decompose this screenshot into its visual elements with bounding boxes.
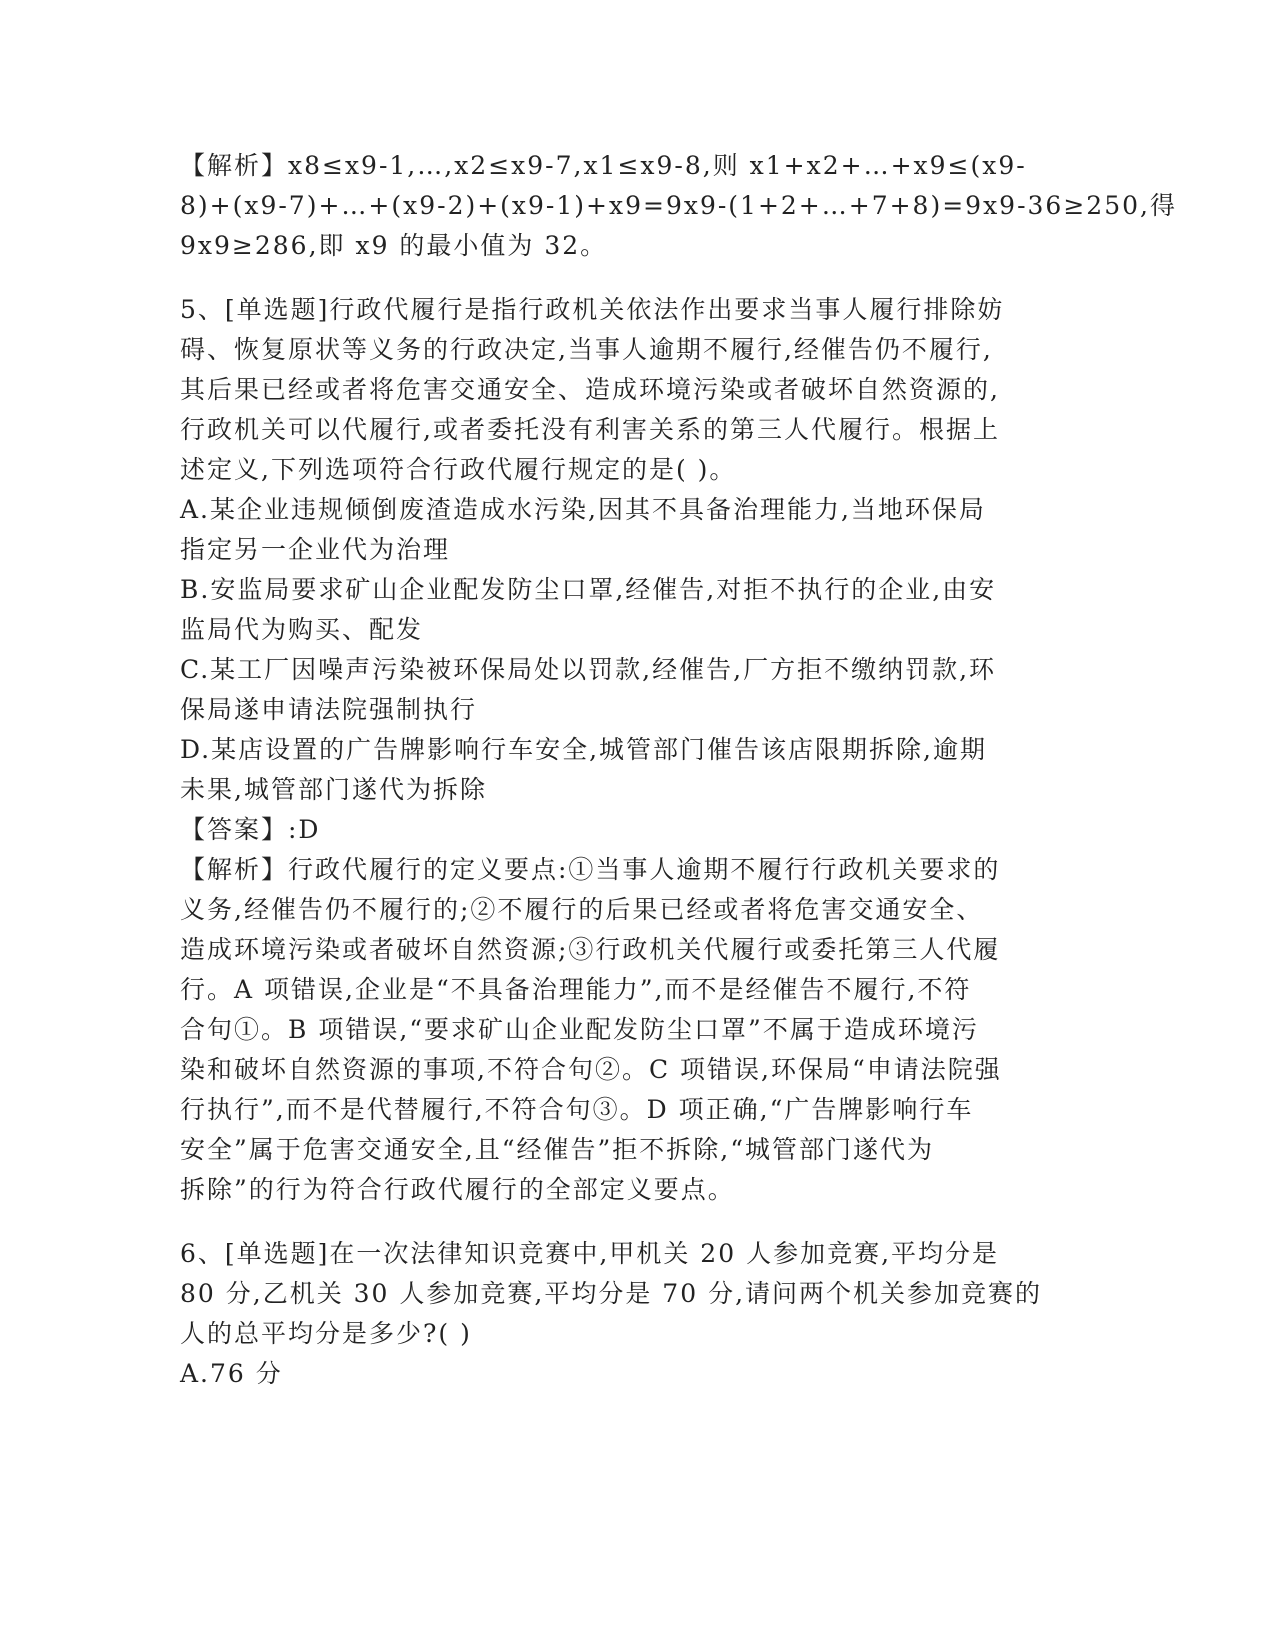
option-d: D.某店设置的广告牌影响行车安全,城管部门催告该店限期拆除,逾期	[180, 735, 987, 764]
option-a: A.76 分	[180, 1359, 283, 1388]
text-line: 碍、恢复原状等义务的行政决定,当事人逾期不履行,经催告仍不履行,	[180, 335, 993, 364]
options	[180, 1354, 1085, 1394]
question-stem	[180, 1234, 1085, 1354]
option-b-cont: 监局代为购买、配发	[180, 615, 424, 644]
text-line: 行。A 项错误,企业是“不具备治理能力”,而不是经催告不履行,不符	[180, 975, 972, 1004]
text-line: 人的总平均分是多少?( )	[180, 1319, 472, 1348]
text-line: 80 分,乙机关 30 人参加竞赛,平均分是 70 分,请问两个机关参加竞赛的	[180, 1279, 1043, 1308]
text-line: 【解析】x8≤x9-1,…,x2≤x9-7,x1≤x9-8,则 x1+x2+…+x9≤(x9-	[180, 151, 1027, 180]
text-line: 【解析】行政代履行的定义要点:①当事人逾期不履行行政机关要求的	[180, 855, 1001, 884]
text-line: 6、[单选题]在一次法律知识竞赛中,甲机关 20 人参加竞赛,平均分是	[180, 1239, 1000, 1268]
text-line: 述定义,下列选项符合行政代履行规定的是( )。	[180, 455, 737, 484]
text-line: 行执行”,而不是代替履行,不符合句③。D 项正确,“广告牌影响行车	[180, 1095, 974, 1124]
option-c-cont: 保局遂申请法院强制执行	[180, 695, 478, 724]
text-line: 拆除”的行为符合行政代履行的全部定义要点。	[180, 1175, 735, 1204]
text-line: 染和破坏自然资源的事项,不符合句②。C 项错误,环保局“申请法院强	[180, 1055, 1002, 1084]
answer: 【答案】:D	[180, 815, 321, 844]
question-stem	[180, 290, 1085, 490]
text-line: 义务,经催告仍不履行的;②不履行的后果已经或者将危害交通安全、	[180, 895, 984, 924]
text-line: 造成环境污染或者破坏自然资源;③行政机关代履行或委托第三人代履	[180, 935, 1001, 964]
text-line: 其后果已经或者将危害交通安全、造成环境污染或者破坏自然资源的,	[180, 375, 1000, 404]
option-b: B.安监局要求矿山企业配发防尘口罩,经催告,对拒不执行的企业,由安	[180, 575, 997, 604]
question-5	[180, 290, 1085, 1210]
text-line: 5、[单选题]行政代履行是指行政机关依法作出要求当事人履行排除妨	[180, 295, 1005, 324]
q4-analysis	[180, 146, 1177, 266]
text-line: 9x9≥286,即 x9 的最小值为 32。	[180, 231, 608, 260]
text-line: 安全”属于危害交通安全,且“经催告”拒不拆除,“城管部门遂代为	[180, 1135, 935, 1164]
text-line: 合句①。B 项错误,“要求矿山企业配发防尘口罩”不属于造成环境污	[180, 1015, 979, 1044]
text-line: 8)+(x9-7)+…+(x9-2)+(x9-1)+x9=9x9-(1+2+…+7+8)=9x9-36≥250,得	[180, 191, 1177, 220]
options	[180, 490, 1085, 810]
document-page	[180, 146, 1177, 1394]
question-6	[180, 1234, 1085, 1394]
text-line: 行政机关可以代履行,或者委托没有利害关系的第三人代履行。根据上	[180, 415, 1000, 444]
option-c: C.某工厂因噪声污染被环保局处以罚款,经催告,厂方拒不缴纳罚款,环	[180, 655, 997, 684]
option-a: A.某企业违规倾倒废渣造成水污染,因其不具备治理能力,当地环保局	[180, 495, 986, 524]
analysis	[180, 850, 1085, 1210]
option-a-cont: 指定另一企业代为治理	[180, 535, 451, 564]
option-d-cont: 未果,城管部门遂代为拆除	[180, 775, 487, 804]
